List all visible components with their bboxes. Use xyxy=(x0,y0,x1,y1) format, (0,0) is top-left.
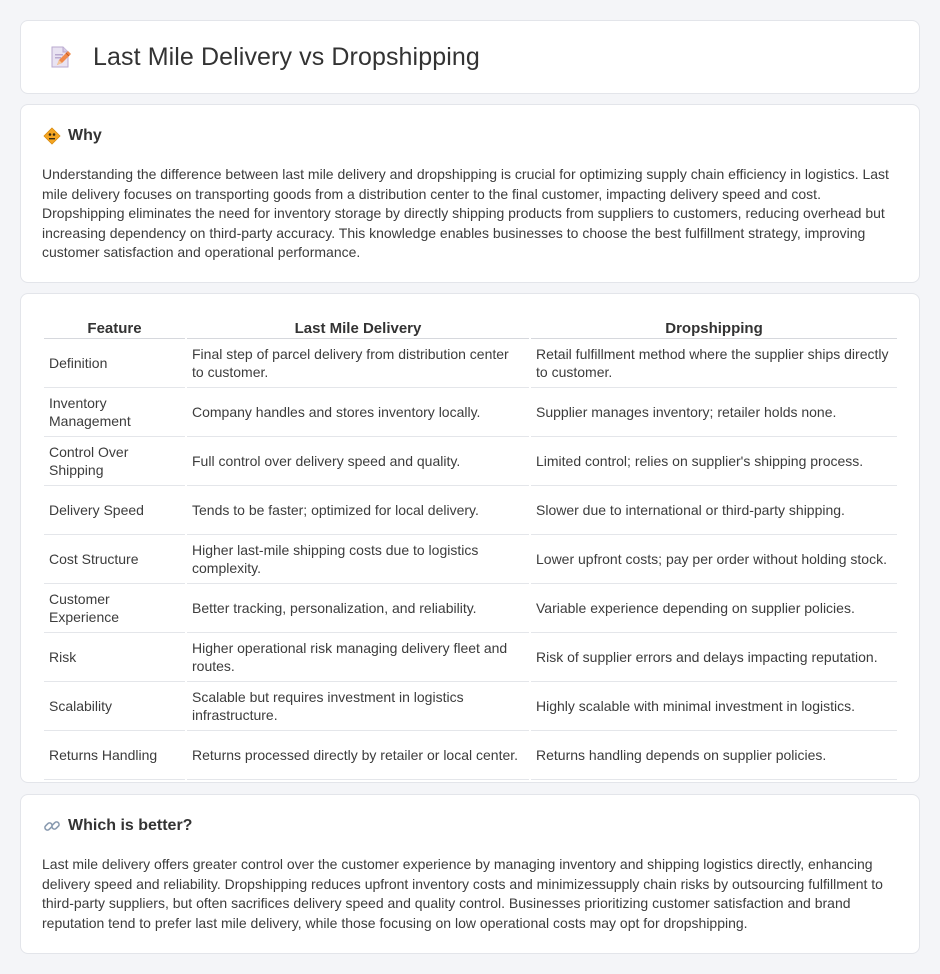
which-is-better-card xyxy=(20,794,920,954)
row-dropshipping: Highly scalable with minimal investment in logistics. xyxy=(531,682,897,731)
row-last-mile: Tends to be faster; optimized for local delivery. xyxy=(187,486,529,535)
why-heading-row xyxy=(43,127,102,145)
link-icon xyxy=(43,817,61,835)
row-last-mile: Company handles and stores inventory locally. xyxy=(187,388,529,437)
table-row xyxy=(44,633,897,682)
row-feature: Control Over Shipping xyxy=(44,437,185,486)
row-feature: Customer Experience xyxy=(44,584,185,633)
row-last-mile: Final step of parcel delivery from distribution center to customer. xyxy=(187,339,529,388)
edit-document-icon xyxy=(47,44,73,70)
row-dropshipping: Limited control; relies on supplier's shipping process. xyxy=(531,437,897,486)
header-dropshipping: Dropshipping xyxy=(531,313,897,339)
why-heading: Why xyxy=(68,127,102,144)
row-dropshipping: Risk of supplier errors and delays impacting reputation. xyxy=(531,633,897,682)
row-last-mile: Full control over delivery speed and quality. xyxy=(187,437,529,486)
row-feature: Returns Handling xyxy=(44,731,185,780)
table-row xyxy=(44,339,897,388)
row-dropshipping: Lower upfront costs; pay per order without holding stock. xyxy=(531,535,897,584)
table-row xyxy=(44,535,897,584)
row-last-mile: Better tracking, personalization, and reliability. xyxy=(187,584,529,633)
header-last-mile-delivery: Last Mile Delivery xyxy=(187,313,529,339)
row-feature: Scalability xyxy=(44,682,185,731)
comparison-card xyxy=(20,293,920,783)
row-last-mile: Scalable but requires investment in logistics infrastructure. xyxy=(187,682,529,731)
page-title: Last Mile Delivery vs Dropshipping xyxy=(93,42,480,71)
header-feature: Feature xyxy=(44,313,185,339)
table-header-row xyxy=(44,313,897,339)
better-text: Last mile delivery offers greater control over the customer experience by managing inventory and shipping logistics directly, enhancing delivery speed and reliability. Dropshipping reduces upfront inventory costs and minimizessupply chain risks by outsourcing fulfillment to third-party suppliers, but often sacrifices delivery speed and quality control. Businesses prioritizing customer satisfaction and brand reputation tend to prefer last mile delivery, while those focusing on low operational costs may opt for dropshipping. xyxy=(42,856,883,931)
row-feature: Delivery Speed xyxy=(44,486,185,535)
row-feature: Definition xyxy=(44,339,185,388)
table-row xyxy=(44,682,897,731)
table-row xyxy=(44,486,897,535)
row-dropshipping: Slower due to international or third-party shipping. xyxy=(531,486,897,535)
better-heading: Which is better? xyxy=(68,817,193,834)
road-sign-icon xyxy=(43,127,61,145)
row-last-mile: Higher operational risk managing delivery fleet and routes. xyxy=(187,633,529,682)
row-dropshipping: Supplier manages inventory; retailer holds none. xyxy=(531,388,897,437)
row-feature: Cost Structure xyxy=(44,535,185,584)
table-row xyxy=(44,437,897,486)
why-card xyxy=(20,104,920,283)
row-feature: Inventory Management xyxy=(44,388,185,437)
table-row xyxy=(44,388,897,437)
title-card xyxy=(20,20,920,94)
row-feature: Risk xyxy=(44,633,185,682)
why-text: Understanding the difference between last mile delivery and dropshipping is crucial for optimizing supply chain efficiency in logistics. Last mile delivery focuses on transporting goods from a distribution center to the final customer, impacting delivery speed and cost. Dropshipping eliminates the need for inventory storage by directly shipping products from suppliers to customers, reducing overhead but increasing dependency on third-party accuracy. This knowledge enables businesses to choose the best fulfillment strategy, improving customer satisfaction and operational performance. xyxy=(42,166,889,261)
row-dropshipping: Variable experience depending on supplier policies. xyxy=(531,584,897,633)
table-row xyxy=(44,731,897,780)
row-last-mile: Returns processed directly by retailer or local center. xyxy=(187,731,529,780)
row-dropshipping: Returns handling depends on supplier policies. xyxy=(531,731,897,780)
row-dropshipping: Retail fulfillment method where the supplier ships directly to customer. xyxy=(531,339,897,388)
table-row xyxy=(44,584,897,633)
better-heading-row xyxy=(43,817,192,835)
row-last-mile: Higher last-mile shipping costs due to logistics complexity. xyxy=(187,535,529,584)
comparison-table xyxy=(42,313,899,780)
